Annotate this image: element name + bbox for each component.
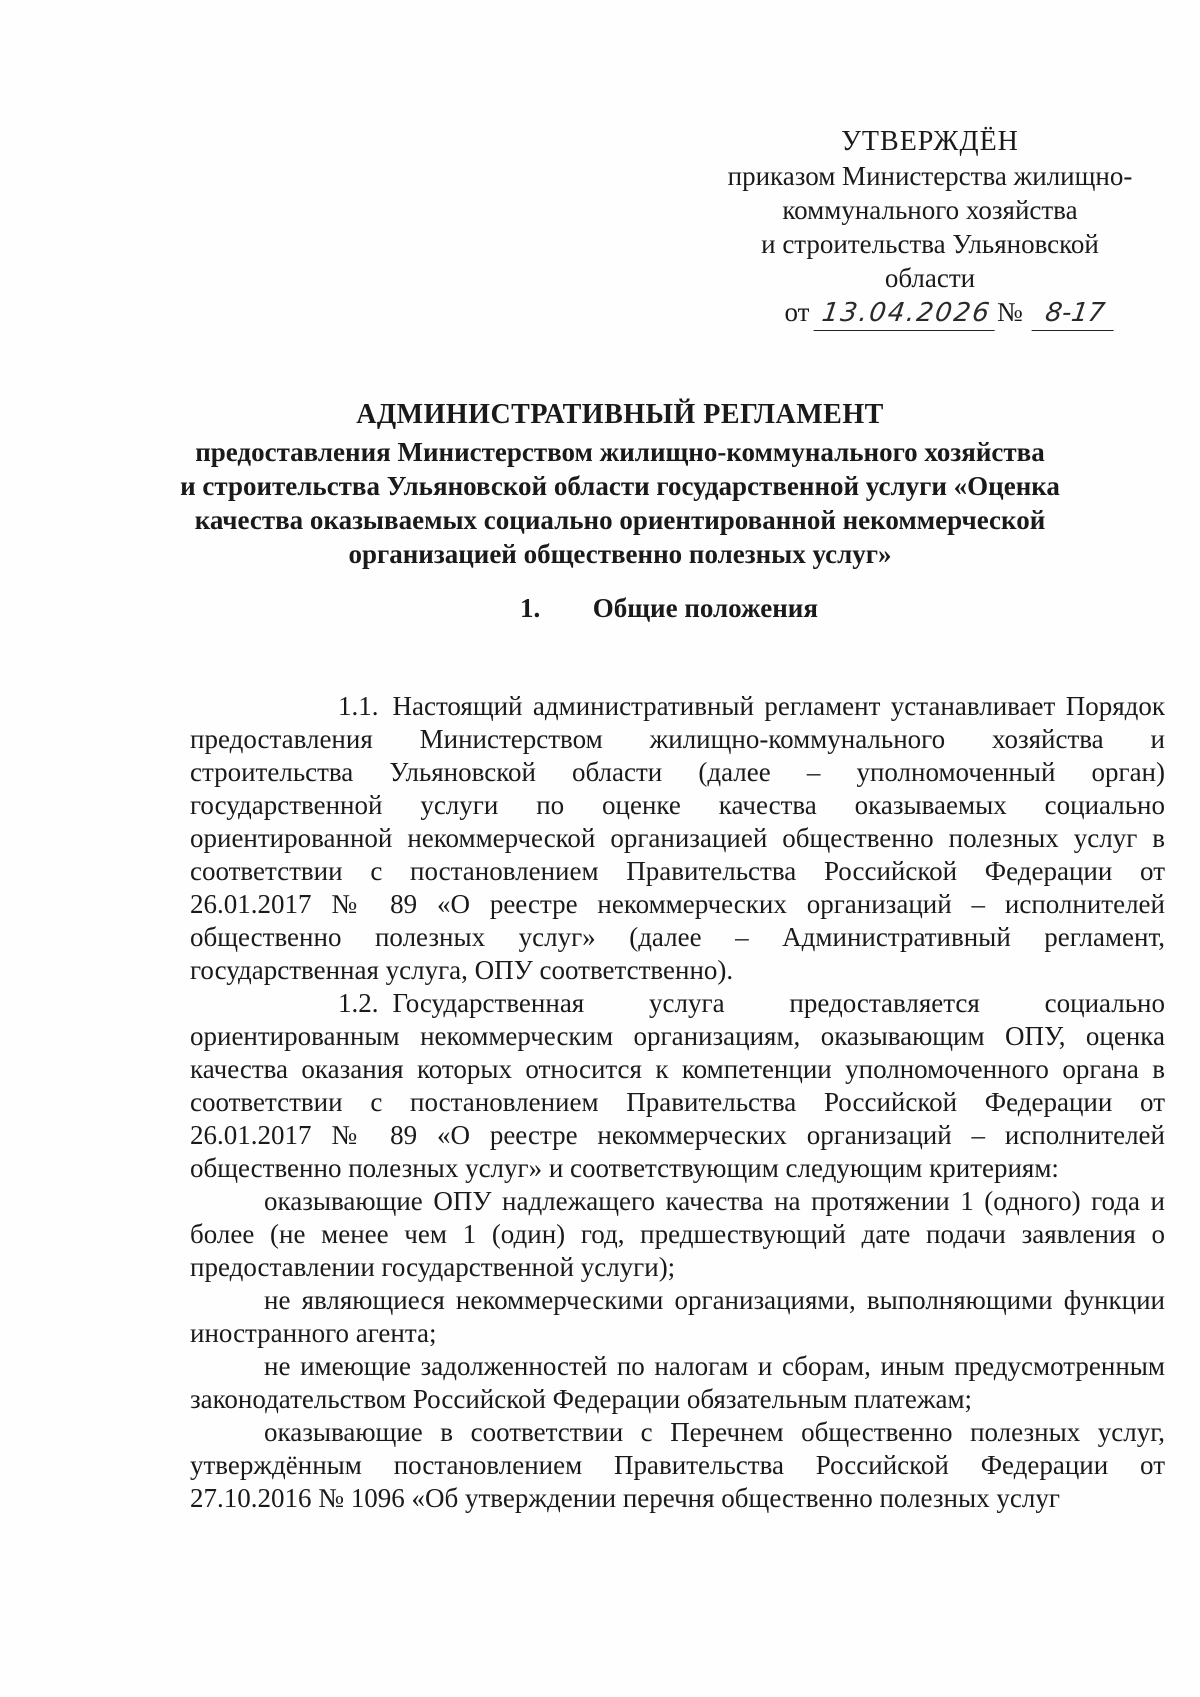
number-prefix: № <box>997 297 1023 327</box>
approval-line: приказом Министерства жилищно- <box>727 161 1133 191</box>
paragraph <box>190 1350 1165 1416</box>
paragraph <box>190 690 1165 987</box>
paragraph-number: 1.1. <box>338 691 379 721</box>
paragraph-text: не имеющие задолженностей по налогам и сборам, иным предусмотренным законодательством Российской Федерации обязательным платежам; <box>190 1351 1165 1414</box>
section-title: Общие положения <box>592 593 818 623</box>
approval-line: коммунального хозяйства <box>782 195 1078 225</box>
document-body <box>190 690 1165 1515</box>
section-number: 1. <box>520 593 541 623</box>
paragraph-text: Настоящий административный регламент устанавливает Порядок предоставления Министерством жилищно-коммунального хозяйства и строительства Ульяновской области (далее – уполномоченный орган) государственной услуги по оценке качества оказываемых социально ориентированной некоммерческой организацией общественно полезных услуг в соответствии с постановлением Правительства Российской Федерации от 26.01.2017 № 89 «О реестре некоммерческих организаций – исполнителей общественно полезных услуг» (далее – Административный регламент, государственная услуга, ОПУ соответственно). <box>190 691 1165 985</box>
handwritten-number: 8-17 <box>1031 296 1118 331</box>
approval-heading: УТВЕРЖДЁН <box>841 126 1019 157</box>
paragraph <box>190 1185 1165 1284</box>
paragraph-number: 1.2. <box>338 988 379 1018</box>
paragraph <box>190 1284 1165 1350</box>
date-prefix: от <box>784 297 810 327</box>
document-title <box>180 395 1060 571</box>
paragraph-text: оказывающие ОПУ надлежащего качества на протяжении 1 (одного) года и более (не менее чем 1 (один) год, предшествующий дате подачи заявления о предоставлении государственной услуги); <box>190 1186 1165 1282</box>
paragraph-text: Государственная услуга предоставляется социально ориентированным некоммерческим организациям, оказывающим ОПУ, оценка качества оказания которых относится к компетенции уполномоченного органа в соответствии с постановлением Правительства Российской Федерации от 26.01.2017 № 89 «О реестре некоммерческих организаций – исполнителей общественно полезных услуг» и соответствующим следующим критериям: <box>190 988 1165 1183</box>
approval-date-number-line <box>700 295 1160 331</box>
handwritten-date: 13.04.2026 <box>814 296 1000 331</box>
title-sub-line: качества оказываемых социально ориентированной некоммерческой <box>194 505 1046 535</box>
title-sub-line: и строительства Ульяновской области государственной услуги «Оценка <box>180 471 1060 501</box>
paragraph <box>190 1416 1165 1515</box>
approval-block <box>700 125 1160 331</box>
title-sub-line: организацией общественно полезных услуг» <box>348 539 892 569</box>
approval-line: и строительства Ульяновской <box>761 229 1099 259</box>
section-heading <box>520 593 818 624</box>
paragraph-text: не являющиеся некоммерческими организациями, выполняющими функции иностранного агента; <box>190 1285 1165 1348</box>
title-main: АДМИНИСТРАТИВНЫЙ РЕГЛАМЕНТ <box>356 399 884 430</box>
approval-line: области <box>884 263 976 293</box>
paragraph <box>190 987 1165 1185</box>
paragraph-text: оказывающие в соответствии с Перечнем общественно полезных услуг, утверждённым постановлением Правительства Российской Федерации от 27.10.2016 № 1096 «Об утверждении перечня общественно полезных услуг <box>190 1417 1165 1513</box>
title-sub-line: предоставления Министерством жилищно-коммунального хозяйства <box>195 437 1045 467</box>
